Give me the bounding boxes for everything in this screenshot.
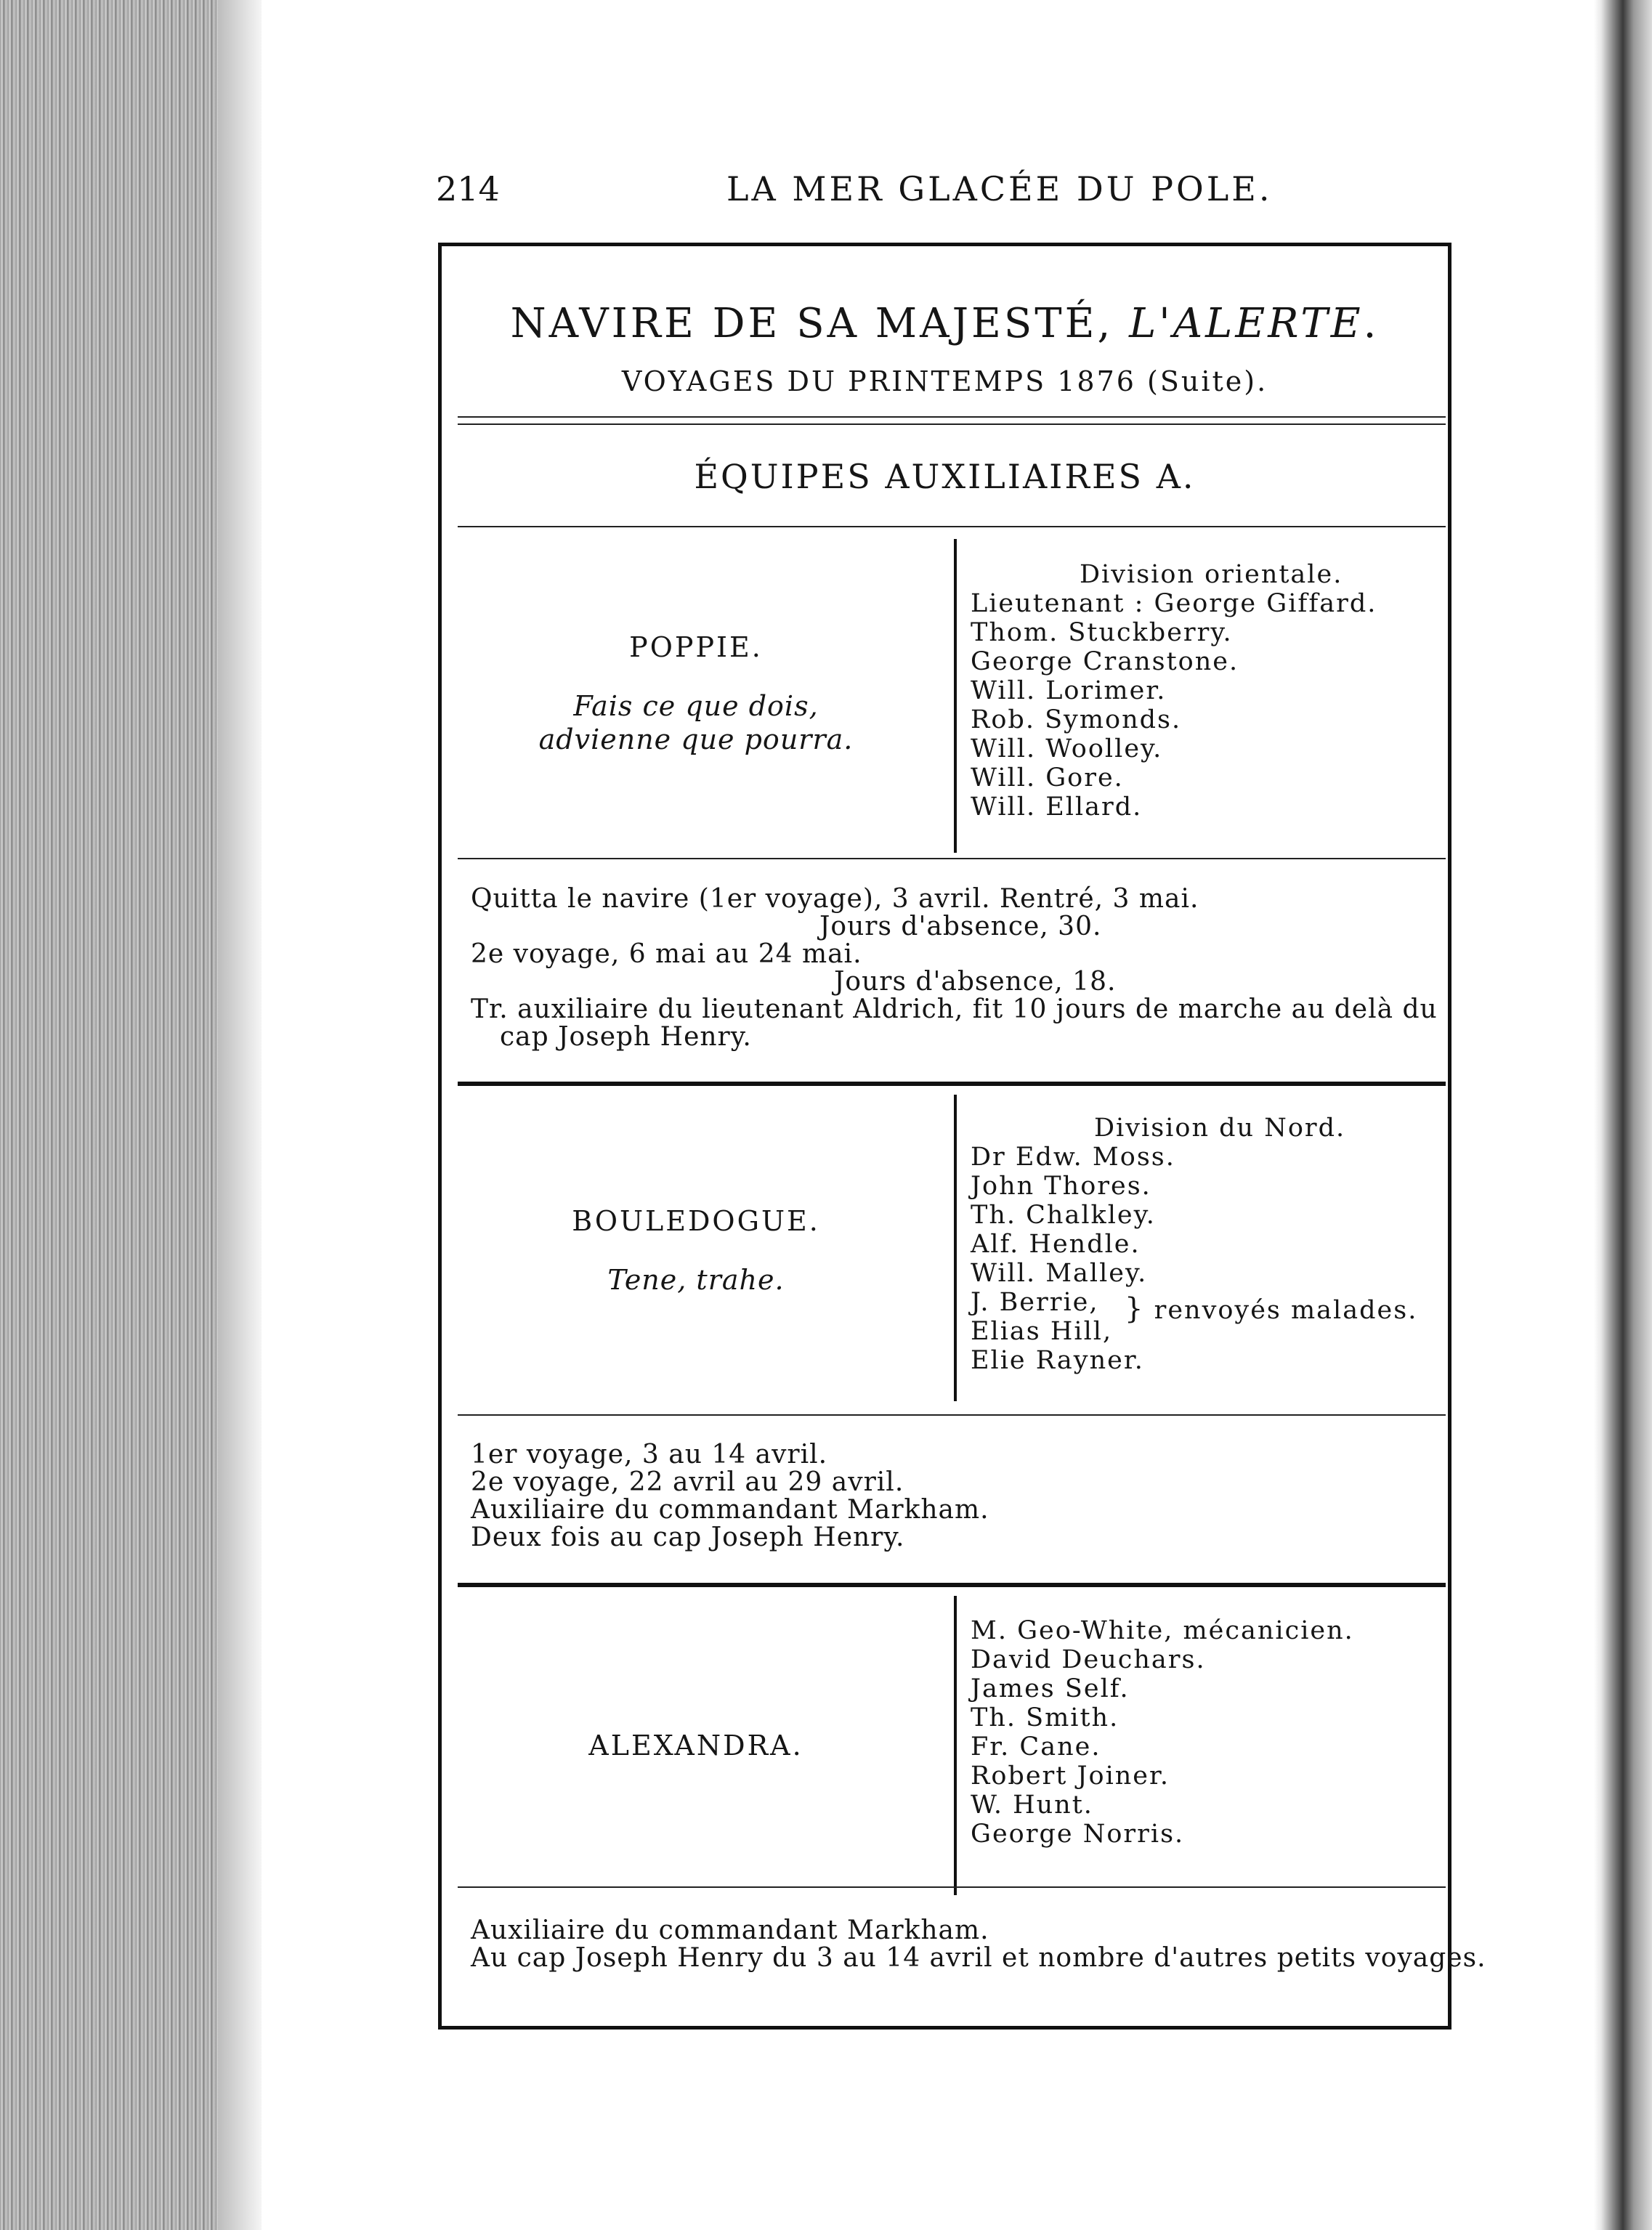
double-rule-top [458, 416, 1446, 418]
crew-member: Elie Rayner. [971, 1346, 1144, 1375]
crew-member: Th. Chalkley. [971, 1201, 1156, 1230]
crew-member: George Norris. [971, 1820, 1185, 1849]
crew-member: Th. Smith. [971, 1703, 1119, 1732]
table-subtitle: VOYAGES DU PRINTEMPS 1876 (Suite). [621, 365, 1268, 397]
crew-member: James Self. [971, 1674, 1130, 1703]
row-rule [458, 1414, 1446, 1416]
crew-member: Dr Edw. Moss. [971, 1143, 1175, 1172]
thick-row-rule [458, 1583, 1446, 1587]
crew-member: George Cranstone. [971, 647, 1239, 676]
crew-member: Robert Joiner. [971, 1761, 1170, 1791]
crew-member: Will. Lorimer. [971, 676, 1167, 705]
page-number: 214 [436, 169, 500, 208]
crew-member: John Thores. [971, 1172, 1151, 1201]
brace-glyph: } [1125, 1292, 1145, 1326]
crew-member: Thom. Stuckberry. [971, 618, 1233, 647]
row-rule [458, 1886, 1446, 1888]
sledge-name: ALEXANDRA. [588, 1730, 803, 1761]
crew-member: Lieutenant : George Giffard. [971, 589, 1377, 618]
crew-list [971, 560, 1377, 822]
voyage-notes: 1er voyage, 3 au 14 avril. 2e voyage, 22 avril au 29 avril. Auxiliaire du commandant Markham. Deux fois au cap Joseph Henry. [471, 1440, 989, 1552]
crew-member: Fr. Cane. [971, 1732, 1101, 1761]
division-heading: Division du Nord. [1094, 1114, 1346, 1143]
crew-list [971, 1616, 1354, 1849]
voyage-notes: Quitta le navire (1er voyage), 3 avril. Rentré, 3 mai. Jours d'absence, 30. 2e voyage, 6 mai au 24 mai. Jours d'absence, 18. Tr. auxiliaire du lieutenant Aldrich, fit 10 jours de marche au delà du cap Joseph Henry. [471, 884, 1438, 1052]
table-title: NAVIRE DE SA MAJESTÉ, L'ALERTE. [510, 300, 1380, 347]
running-head: LA MER GLACÉE DU POLE. [726, 169, 1273, 208]
crew-member: Elias Hill, [971, 1317, 1113, 1346]
double-rule-bottom [458, 423, 1446, 425]
table-frame [438, 243, 1486, 2030]
sledge-motto: Fais ce que dois, advienne que pourra. [538, 690, 854, 755]
division-heading: Division orientale. [1080, 560, 1343, 589]
crew-member: J. Berrie, [971, 1288, 1099, 1317]
column-divider [954, 1095, 957, 1401]
crew-member: M. Geo-White, mécanicien. [971, 1616, 1354, 1645]
crew-member: Rob. Symonds. [971, 705, 1182, 734]
crew-member: Will. Gore. [971, 763, 1124, 792]
crew-member: W. Hunt. [971, 1791, 1093, 1820]
sledge-motto: Tene, trahe. [607, 1264, 785, 1296]
book-page-edges [0, 0, 218, 2230]
row-rule [458, 858, 1446, 859]
column-divider [954, 1596, 957, 1895]
thick-row-rule [458, 1082, 1446, 1086]
crew-member: Will. Malley. [971, 1259, 1148, 1288]
section-rule [458, 526, 1446, 527]
sledge-name: POPPIE. [629, 631, 763, 663]
right-page-edge [1594, 0, 1652, 2230]
column-divider [954, 539, 957, 853]
sick-note: } renvoyés malades. [1125, 1292, 1418, 1326]
crew-member: Alf. Hendle. [971, 1230, 1141, 1259]
crew-list [971, 1114, 1345, 1375]
section-heading: ÉQUIPES AUXILIAIRES A. [694, 457, 1196, 496]
sledge-name: BOULEDOGUE. [572, 1205, 820, 1237]
gutter-shadow [218, 0, 262, 2230]
crew-member: Will. Woolley. [971, 734, 1163, 763]
crew-member: David Deuchars. [971, 1645, 1206, 1674]
voyage-notes: Auxiliaire du commandant Markham. Au cap Joseph Henry du 3 au 14 avril et nombre d'autres petits voyages. [471, 1915, 1486, 1973]
crew-member: Will. Ellard. [971, 792, 1143, 822]
